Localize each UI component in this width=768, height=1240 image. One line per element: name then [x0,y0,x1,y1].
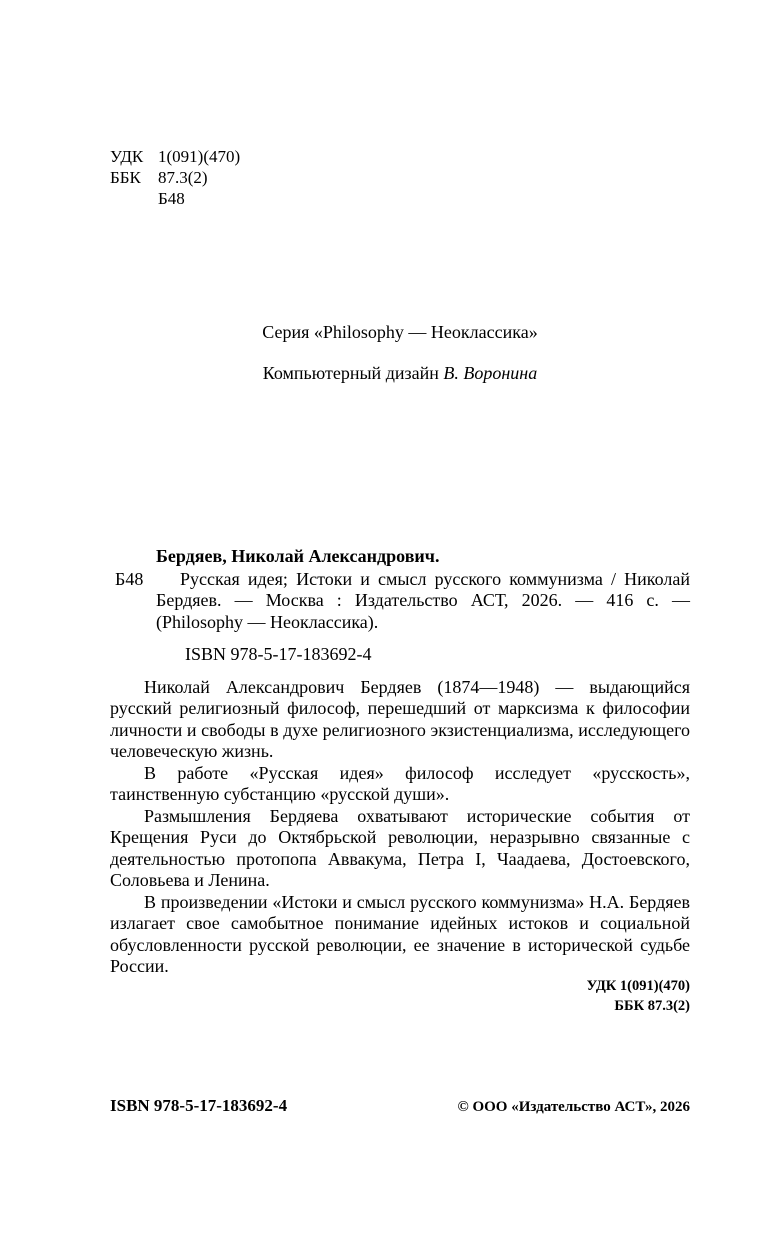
bbk-value-top: 87.3(2) [158,168,208,187]
design-credit-label: Компьютерный дизайн [262,363,444,383]
udk-label-top: УДК [110,147,144,166]
bbk-line-bottom: ББК 87.3(2) [614,998,690,1014]
designer-name: В. Воронина [443,363,538,383]
author-heading: Бердяев, Николай Александрович. [156,546,440,566]
annotation-paragraph: Николай Александрович Бердяев (1874—1948) — выдающийся русский религиозный философ, перешедший от марксизма к философии личности и свободы в духе религиозного экзистенциализма, исследующего человеческую жизнь. [110,676,690,761]
series-block [110,321,690,384]
catalog-code-top: Б48 [158,189,185,208]
annotation-paragraph: В работе «Русская идея» философ исследует «русскость», таинственную субстанцию «русской души». [110,762,690,804]
udk-line-top [110,146,240,167]
top-classification-codes [110,146,240,209]
copyright-notice: © ООО «Издательство АСТ», 2026 [457,1099,690,1115]
bibliographic-description: Русская идея; Истоки и смысл русского коммунизма / Николай Бердяев. — Москва : Издательство АСТ, 2026. — 416 с. — (Philosophy — Неоклассика). [156,568,690,632]
bbk-label-top: ББК [110,168,141,187]
annotation-paragraph: В произведении «Истоки и смысл русского коммунизма» Н.А. Бердяев излагает свое самобытное понимание идейных истоков и социальной обусловленности русской революции, ее значение в исторической судьбе России. [110,891,690,976]
design-credit [110,362,690,384]
annotation [110,677,690,978]
udk-value-top: 1(091)(470) [158,147,241,166]
catalog-entry [115,568,690,634]
annotation-paragraph: Размышления Бердяева охватывают исторические события от Крещения Руси до Октябрьской революции, неразрывно связанные с деятельностью протопопа Аввакума, Петра I, Чаадаева, Достоевского, Соловьева и Ленина. [110,805,690,890]
imprint-block [110,546,690,978]
udk-line-bottom: УДК 1(091)(470) [586,978,690,994]
bottom-classification-codes [587,976,690,1016]
series-line: Серия «Philosophy — Неоклассика» [262,322,538,342]
catalog-code-margin: Б48 [115,568,144,589]
isbn-bottom: ISBN 978-5-17-183692-4 [110,1096,288,1115]
isbn-line: ISBN 978-5-17-183692-4 [185,644,372,664]
footer-line [110,1096,690,1116]
bbk-line-top [110,167,240,188]
